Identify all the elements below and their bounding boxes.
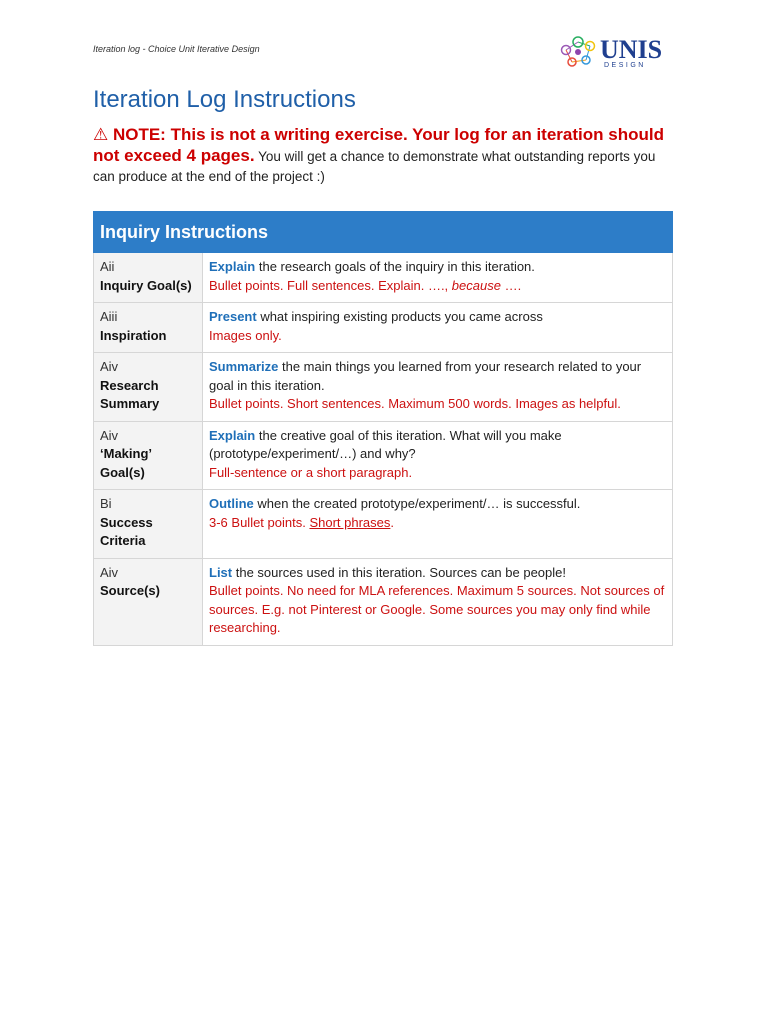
logo-subtext: DESIGN [604, 62, 646, 69]
instruction-keyword: Outline [209, 496, 254, 511]
criterion-code: Aii [100, 259, 115, 274]
instruction-text: when the created prototype/experiment/… is successful. [253, 496, 581, 511]
instruction-cell [203, 253, 673, 303]
instruction-text: the main things you learned from your research related to your goal in this iteration. [209, 359, 642, 393]
table-row [94, 253, 673, 303]
criterion-code: Aiv [100, 427, 119, 443]
criterion-name: Inquiry Goal(s) [100, 277, 192, 293]
format-italic: because [451, 277, 501, 293]
format-tail: …. [500, 277, 522, 293]
criterion-name: Inspiration [100, 327, 167, 343]
criterion-cell [94, 558, 203, 645]
inquiry-instructions-table [93, 211, 673, 646]
table-heading: Inquiry Instructions [94, 212, 673, 253]
table-row [94, 558, 673, 645]
document-header-note: Iteration log - Choice Unit Iterative Design [93, 44, 260, 54]
instruction-format [209, 514, 666, 533]
criterion-name: Success Criteria [100, 514, 153, 548]
instruction-cell [203, 303, 673, 353]
criterion-code: Bi [100, 496, 112, 511]
table-row [94, 421, 673, 490]
logo-text: UNIS [600, 35, 663, 64]
criterion-name: Research Summary [100, 377, 160, 411]
table-row [94, 353, 673, 422]
note-warning: ⚠ NOTE: This is not a writing exercise. Your log for an iteration should not exceed 4 pages. [93, 125, 664, 165]
criterion-cell [94, 421, 203, 490]
criterion-cell [94, 253, 203, 303]
format-text: Bullet points. Full sentences. Explain. …., [209, 277, 452, 293]
table-row [94, 303, 673, 353]
criterion-name: Source(s) [100, 583, 160, 598]
instruction-keyword: Summarize [209, 359, 279, 374]
instruction-format: Images only. [209, 327, 282, 343]
instruction-format: Bullet points. No need for MLA references. Maximum 5 sources. Not sources of sources. E.g. not Pinterest or Google. Some sources you may only find while researching. [209, 583, 665, 635]
instruction-format [209, 277, 666, 296]
instruction-cell [203, 490, 673, 559]
instruction-keyword: List [209, 564, 233, 580]
instruction-text: the creative goal of this iteration. What will you make (prototype/experiment/…) and why? [209, 427, 562, 461]
format-underlined: Short phrases [309, 514, 391, 530]
note-paragraph [93, 125, 677, 187]
criterion-cell [94, 353, 203, 422]
instruction-cell [203, 558, 673, 645]
instruction-cell [203, 421, 673, 490]
instruction-keyword: Explain [209, 427, 256, 443]
molecule-icon [562, 37, 595, 66]
criterion-code: Aiii [100, 309, 118, 324]
instruction-format: Bullet points. Short sentences. Maximum 500 words. Images as helpful. [209, 396, 621, 411]
instruction-text: what inspiring existing products you came across [256, 309, 543, 324]
instruction-text: the sources used in this iteration. Sources can be people! [232, 564, 566, 580]
instruction-cell [203, 353, 673, 422]
format-tail: . [390, 514, 395, 530]
page-title: Iteration Log Instructions [93, 86, 356, 113]
criterion-code: Aiv [100, 564, 119, 580]
instruction-text: the research goals of the inquiry in this iteration. [255, 259, 535, 274]
note-rest: You will get a chance to demonstrate what outstanding reports you can produce at the end of the project :) [93, 149, 656, 184]
format-text: 3-6 Bullet points. [209, 514, 310, 530]
instruction-keyword: Explain [209, 259, 256, 274]
criterion-cell [94, 303, 203, 353]
criterion-cell [94, 490, 203, 559]
unis-design-logo [556, 30, 676, 70]
criterion-name: ‘Making’ Goal(s) [100, 446, 152, 480]
table-row [94, 490, 673, 559]
instruction-format: Full-sentence or a short paragraph. [209, 464, 413, 480]
instruction-keyword: Present [209, 309, 257, 324]
criterion-code: Aiv [100, 359, 119, 374]
